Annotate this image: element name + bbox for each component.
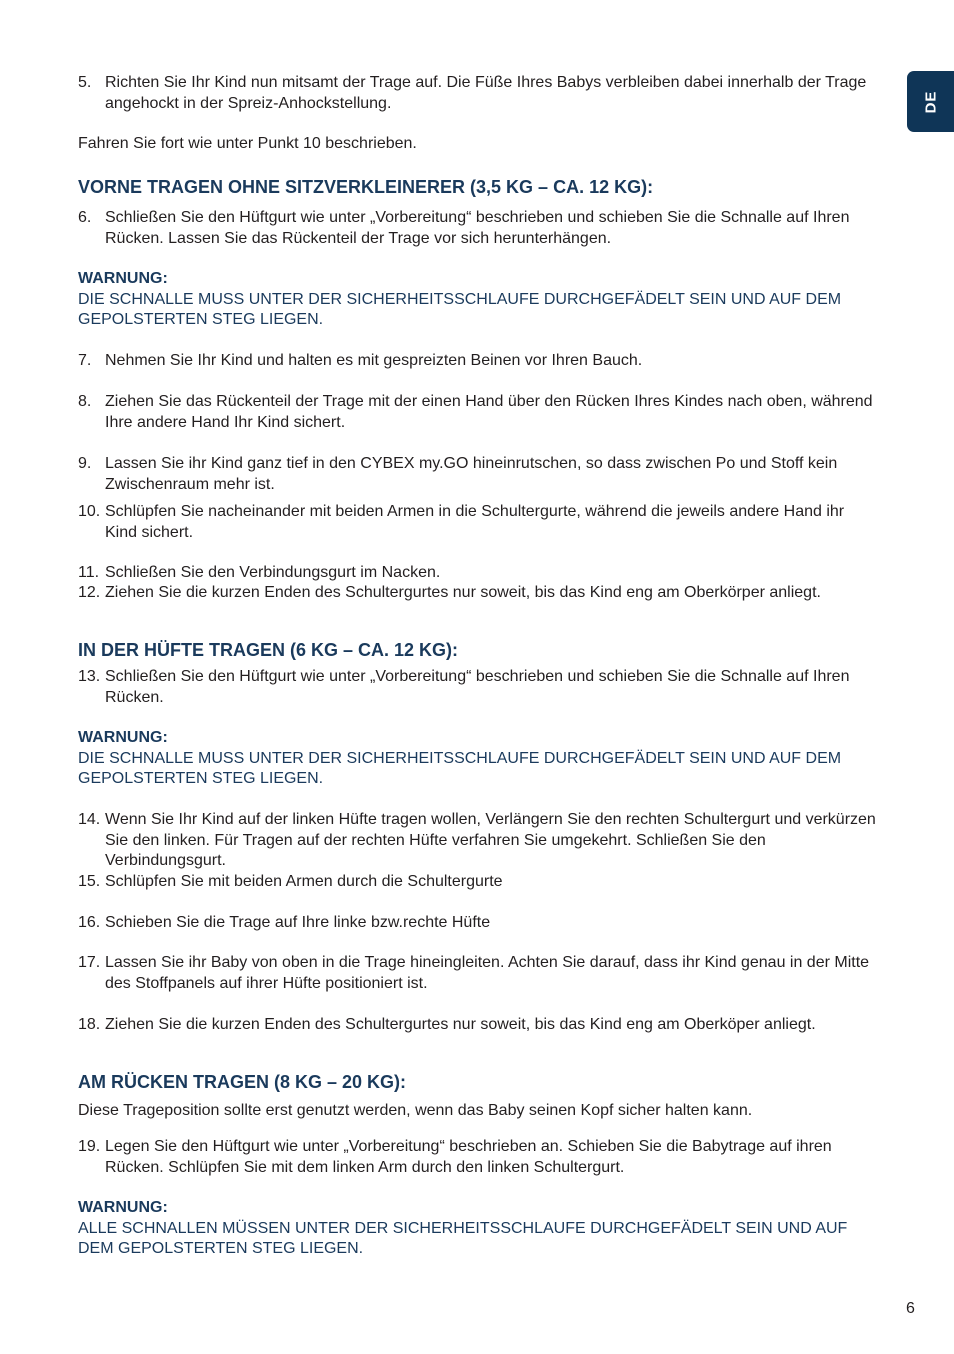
warning-block xyxy=(78,1198,878,1260)
item-text: Schlüpfen Sie nacheinander mit beiden Armen in die Schultergurte, während die jeweils andere Hand ihr Kind sichert. xyxy=(105,503,845,541)
item-text: Ziehen Sie die kurzen Enden des Schultergurtes nur soweit, bis das Kind eng am Oberkörper anliegt. xyxy=(105,584,821,601)
section-heading-back-carry: AM RÜCKEN TRAGEN (8 KG – 20 KG): xyxy=(78,1072,407,1092)
item-text: Schlüpfen Sie mit beiden Armen durch die Schultergurte xyxy=(105,873,503,890)
item-text: Ziehen Sie das Rückenteil der Trage mit der einen Hand über den Rücken Ihres Kindes nach oben, während Ihre andere Hand Ihr Kind sichert. xyxy=(105,393,873,431)
item-number: 10. xyxy=(78,503,101,520)
item-number: 18. xyxy=(78,1016,101,1033)
item-number: 14. xyxy=(78,811,101,828)
item-number: 11. xyxy=(78,564,100,581)
warning-block xyxy=(78,269,878,331)
warning-label: WARNUNG: xyxy=(78,1199,168,1216)
list-item-16 xyxy=(78,913,878,934)
item-text: Schieben Sie die Trage auf Ihre linke bzw.rechte Hüfte xyxy=(105,914,491,931)
item-number: 6. xyxy=(78,209,92,226)
list-item-11 xyxy=(78,563,878,584)
list-item-9 xyxy=(78,454,878,495)
list-item-6 xyxy=(78,208,878,249)
continue-paragraph: Fahren Sie fort wie unter Punkt 10 beschrieben. xyxy=(78,135,417,152)
item-number: 7. xyxy=(78,352,92,369)
list-item-7 xyxy=(78,351,878,372)
item-text: Legen Sie den Hüftgurt wie unter „Vorbereitung“ beschrieben an. Schieben Sie die Babytrage auf ihren Rücken. Schlüpfen Sie mit dem linken Arm durch den linken Schultergurt. xyxy=(105,1138,832,1176)
list-item-10 xyxy=(78,502,878,543)
item-number: 13. xyxy=(78,668,101,685)
item-number: 17. xyxy=(78,954,101,971)
warning-text: DIE SCHNALLE MUSS UNTER DER SICHERHEITSSCHLAUFE DURCHGEFÄDELT SEIN UND AUF DEM GEPOLSTERTEN STEG LIEGEN. xyxy=(78,749,842,787)
item-text: Schließen Sie den Hüftgurt wie unter „Vorbereitung“ beschrieben und schieben Sie die Schnalle auf Ihren Rücken. Lassen Sie das Rückenteil der Trage vor sich herunterhängen. xyxy=(105,209,850,247)
list-item-18 xyxy=(78,1015,878,1036)
item-number: 12. xyxy=(78,584,101,601)
list-item-19 xyxy=(78,1137,878,1178)
item-text: Ziehen Sie die kurzen Enden des Schultergurtes nur soweit, bis das Kind eng am Oberköper anliegt. xyxy=(105,1016,816,1033)
list-item-15 xyxy=(78,872,878,893)
item-text: Nehmen Sie Ihr Kind und halten es mit gespreizten Beinen vor Ihren Bauch. xyxy=(105,352,643,369)
item-text: Schließen Sie den Hüftgurt wie unter „Vorbereitung“ beschrieben und schieben Sie die Schnalle auf Ihren Rücken. xyxy=(105,668,850,706)
list-item-12 xyxy=(78,583,878,604)
item-text: Richten Sie Ihr Kind nun mitsamt der Trage auf. Die Füße Ihres Babys verbleiben dabei innerhalb der Trage angehockt in der Spreiz-Anhockstellung. xyxy=(105,74,867,112)
item-text: Lassen Sie ihr Kind ganz tief in den CYBEX my.GO hineinrutschen, so dass zwischen Po und Stoff kein Zwischenraum mehr ist. xyxy=(105,455,838,493)
list-item-14 xyxy=(78,810,878,872)
item-number: 9. xyxy=(78,455,92,472)
item-number: 8. xyxy=(78,393,92,410)
page-number: 6 xyxy=(906,1300,915,1317)
list-item-5 xyxy=(78,73,878,114)
warning-text: DIE SCHNALLE MUSS UNTER DER SICHERHEITSSCHLAUFE DURCHGEFÄDELT SEIN UND AUF DEM GEPOLSTERTEN STEG LIEGEN. xyxy=(78,290,842,328)
warning-label: WARNUNG: xyxy=(78,729,168,746)
list-item-17 xyxy=(78,953,878,994)
warning-label: WARNUNG: xyxy=(78,270,168,287)
item-text: Schließen Sie den Verbindungsgurt im Nacken. xyxy=(105,564,441,581)
warning-block xyxy=(78,728,878,790)
item-number: 15. xyxy=(78,873,101,890)
item-number: 5. xyxy=(78,74,92,91)
item-number: 16. xyxy=(78,914,101,931)
section-intro: Diese Trageposition sollte erst genutzt werden, wenn das Baby seinen Kopf sicher halten kann. xyxy=(78,1102,753,1119)
item-text: Lassen Sie ihr Baby von oben in die Trage hineingleiten. Achten Sie darauf, dass ihr Kind genau in der Mitte des Stoffpanels auf ihrer Hüfte positioniert ist. xyxy=(105,954,870,992)
item-text: Wenn Sie Ihr Kind auf der linken Hüfte tragen wollen, Verlängern Sie den rechten Schultergurt und verkürzen Sie den linken. Für Tragen auf der rechten Hüfte verfahren Sie umgekehrt. Schließen Sie den Verbindungsgurt. xyxy=(105,811,876,869)
section-heading-front-carry: VORNE TRAGEN OHNE SITZVERKLEINERER (3,5 KG – CA. 12 KG): xyxy=(78,177,654,197)
item-number: 19. xyxy=(78,1138,101,1155)
language-tab-label: DE xyxy=(922,90,939,113)
section-heading-hip-carry: IN DER HÜFTE TRAGEN (6 KG – CA. 12 KG): xyxy=(78,640,459,660)
warning-text: ALLE SCHNALLEN MÜSSEN UNTER DER SICHERHEITSSCHLAUFE DURCHGEFÄDELT SEIN UND AUF DEM GEPOLSTERTEN STEG LIEGEN. xyxy=(78,1219,848,1257)
list-item-13 xyxy=(78,667,878,708)
language-tab xyxy=(907,71,954,132)
list-item-8 xyxy=(78,392,878,433)
